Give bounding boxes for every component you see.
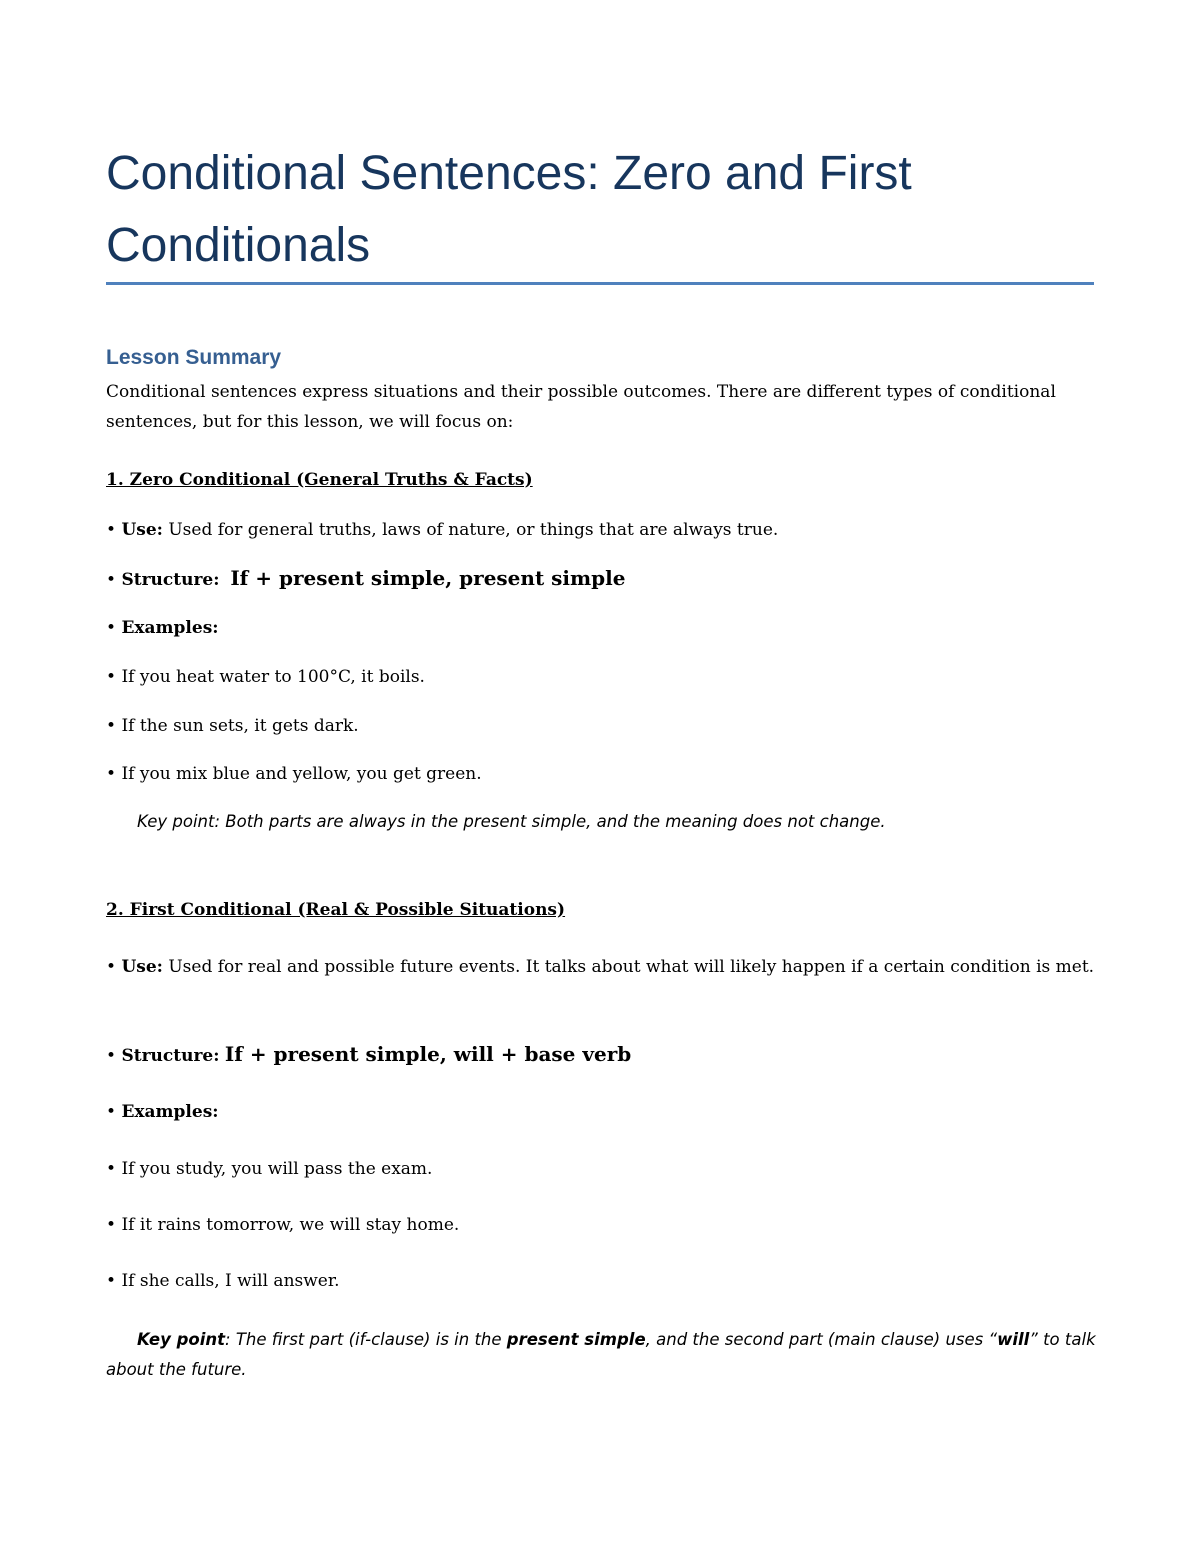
document-title-line-1: Conditional Sentences: Zero and First — [106, 147, 912, 200]
example-text: If you mix blue and yellow, you get green. — [121, 764, 482, 784]
lesson-summary-heading: Lesson Summary — [106, 346, 282, 369]
zero-example-2 — [106, 711, 359, 741]
use-text: Used for general truths, laws of nature, or things that are always true. — [168, 520, 779, 540]
first-conditional-heading: 2. First Conditional (Real & Possible Situations) — [106, 900, 566, 920]
key-point-text-1: : The first part (if-clause) is in the — [225, 1330, 507, 1349]
first-example-3 — [106, 1266, 340, 1296]
zero-example-1 — [106, 662, 425, 692]
structure-label: Structure: — [121, 1046, 220, 1066]
zero-structure-line — [106, 563, 625, 595]
intro-paragraph: Conditional sentences express situations and their possible outcomes. There are different types of conditional sentences, but for this lesson, we will focus on: — [106, 382, 1056, 432]
bullet: • — [106, 716, 117, 736]
example-text: If you heat water to 100°C, it boils. — [121, 667, 425, 687]
bullet: • — [106, 1046, 117, 1066]
first-example-1 — [106, 1154, 432, 1184]
bullet: • — [106, 570, 117, 590]
key-point-bold-2: will — [997, 1330, 1030, 1349]
first-use-line — [106, 952, 1096, 982]
bullet: • — [106, 1271, 117, 1291]
zero-use-line — [106, 515, 778, 545]
key-point-text-3: ” to talk about the future. — [106, 1330, 1096, 1379]
use-label: Use: — [121, 957, 163, 977]
zero-example-3 — [106, 759, 482, 789]
bullet: • — [106, 667, 117, 687]
examples-label: Examples: — [121, 618, 219, 638]
example-text: If you study, you will pass the exam. — [121, 1159, 433, 1179]
example-text: If she calls, I will answer. — [121, 1271, 340, 1291]
first-example-2 — [106, 1210, 459, 1240]
first-key-point — [106, 1325, 1096, 1385]
bullet: • — [106, 618, 117, 638]
bullet: • — [106, 1159, 117, 1179]
bullet: • — [106, 1102, 117, 1122]
structure-label: Structure: — [121, 570, 220, 590]
bullet: • — [106, 1215, 117, 1235]
title-underline-rule — [106, 282, 1094, 285]
bullet: • — [106, 764, 117, 784]
example-text: If the sun sets, it gets dark. — [121, 716, 359, 736]
key-point-bold-1: present simple — [506, 1330, 646, 1349]
zero-examples-line — [106, 613, 219, 643]
structure-formula: If + present simple, present simple — [230, 566, 626, 590]
first-examples-line — [106, 1097, 219, 1127]
use-text: Used for real and possible future events. It talks about what will likely happen if a certain condition is met. — [168, 957, 1095, 977]
key-point-text-2: , and the second part (main clause) uses “ — [645, 1330, 998, 1349]
document-title-line-2: Conditionals — [106, 219, 371, 272]
example-text: If it rains tomorrow, we will stay home. — [121, 1215, 460, 1235]
zero-key-point: Key point: Both parts are always in the present simple, and the meaning does not change. — [137, 812, 886, 831]
zero-conditional-heading: 1. Zero Conditional (General Truths & Facts) — [106, 470, 533, 490]
bullet: • — [106, 520, 117, 540]
structure-formula: If + present simple, will + base verb — [224, 1042, 632, 1066]
use-label: Use: — [121, 520, 163, 540]
examples-label: Examples: — [121, 1102, 219, 1122]
bullet: • — [106, 957, 117, 977]
first-structure-line — [106, 1039, 631, 1071]
key-point-label: Key point — [137, 1330, 226, 1349]
